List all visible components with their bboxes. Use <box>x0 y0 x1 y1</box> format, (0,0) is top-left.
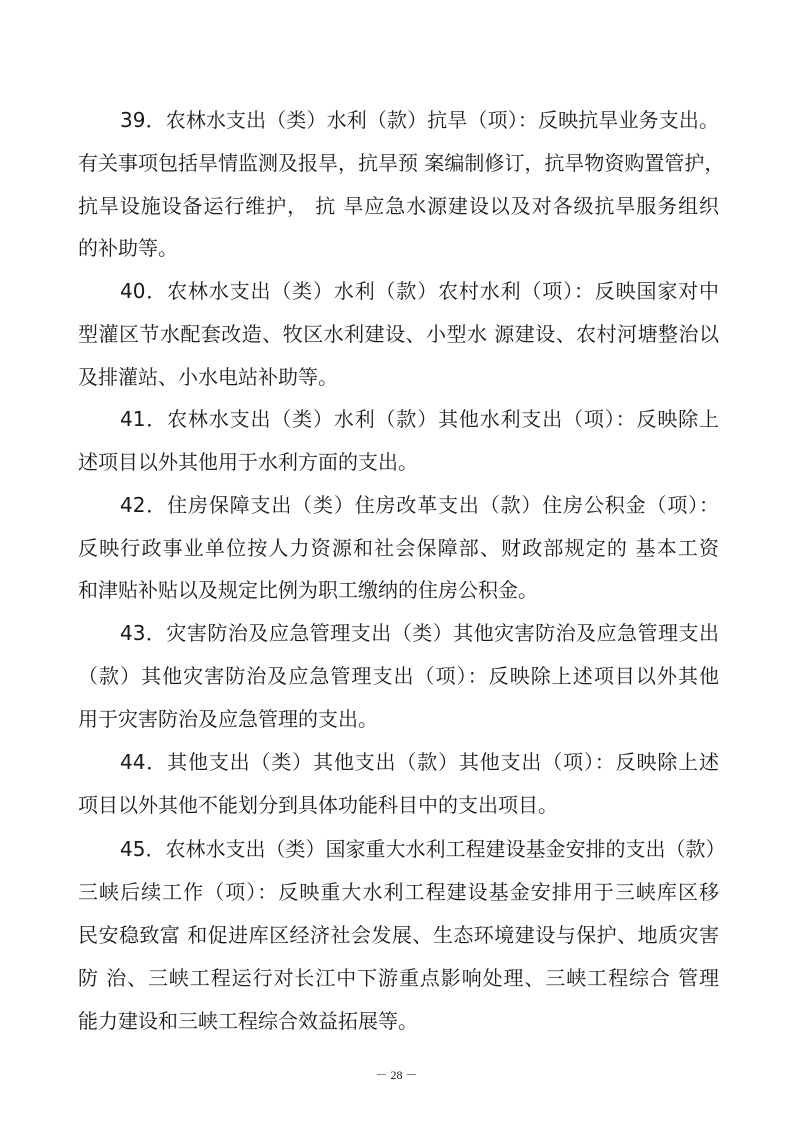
paragraph-43-line: 用于灾害防治及应急管理的支出。 <box>78 707 378 731</box>
page-number: － 28 － <box>375 1068 418 1082</box>
paragraph-40-line: 及排灌站、小水电站补助等。 <box>78 365 338 389</box>
paragraph-45-line: 45．农林水支出（类）国家重大水利工程建设基金安排的支出（款） <box>120 837 726 861</box>
paragraph-43-line: （款）其他灾害防治及应急管理支出（项）：反映除上述项目以外其他 <box>78 664 719 688</box>
paragraph-39-line: 抗旱设施设备运行维护， 抗 旱应急水源建设以及对各级抗旱服务组织 <box>78 194 719 218</box>
paragraph-45-line: 三峡后续工作（项）：反映重大水利工程建设基金安排用于三峡库区移 <box>78 880 719 904</box>
paragraph-45-line: 民安稳致富 和促进库区经济社会发展、生态环境建设与保护、地质灾害 <box>78 923 719 947</box>
paragraph-42-line: 反映行政事业单位按人力资源和社会保障部、财政部规定的 基本工资 <box>78 536 719 560</box>
paragraph-41-line: 41．农林水支出（类）水利（款）其他水利支出（项）：反映除上 <box>120 407 719 431</box>
paragraph-43-line: 43．灾害防治及应急管理支出（类）其他灾害防治及应急管理支出 <box>120 621 719 645</box>
paragraph-39-line: 有关事项包括旱情监测及报旱，抗旱预 案编制修订，抗旱物资购置管护， <box>78 151 725 175</box>
paragraph-45-line: 能力建设和三峡工程综合效益拓展等。 <box>78 1009 418 1033</box>
paragraph-44-line: 项目以外其他不能划分到具体功能科目中的支出项目。 <box>78 793 558 817</box>
paragraph-40-line: 40．农林水支出（类）水利（款）农村水利（项）：反映国家对中 <box>120 279 719 303</box>
paragraph-39-line: 39．农林水支出（类）水利（款）抗旱（项）：反映抗旱业务支出。 <box>120 108 719 132</box>
paragraph-41-line: 述项目以外其他用于水利方面的支出。 <box>78 450 418 474</box>
paragraph-42-line: 和津贴补贴以及规定比例为职工缴纳的住房公积金。 <box>78 578 538 602</box>
paragraph-44-line: 44．其他支出（类）其他支出（款）其他支出（项）：反映除上述 <box>120 750 719 774</box>
paragraph-39-line: 的补助等。 <box>78 236 178 260</box>
paragraph-45-line: 防 治、三峡工程运行对长江中下游重点影响处理、三峡工程综合 管理 <box>78 966 719 990</box>
paragraph-42-line: 42．住房保障支出（类）住房改革支出（款）住房公积金（项）： <box>120 493 719 517</box>
paragraph-40-line: 型灌区节水配套改造、牧区水利建设、小型水 源建设、农村河塘整治以 <box>78 322 719 346</box>
